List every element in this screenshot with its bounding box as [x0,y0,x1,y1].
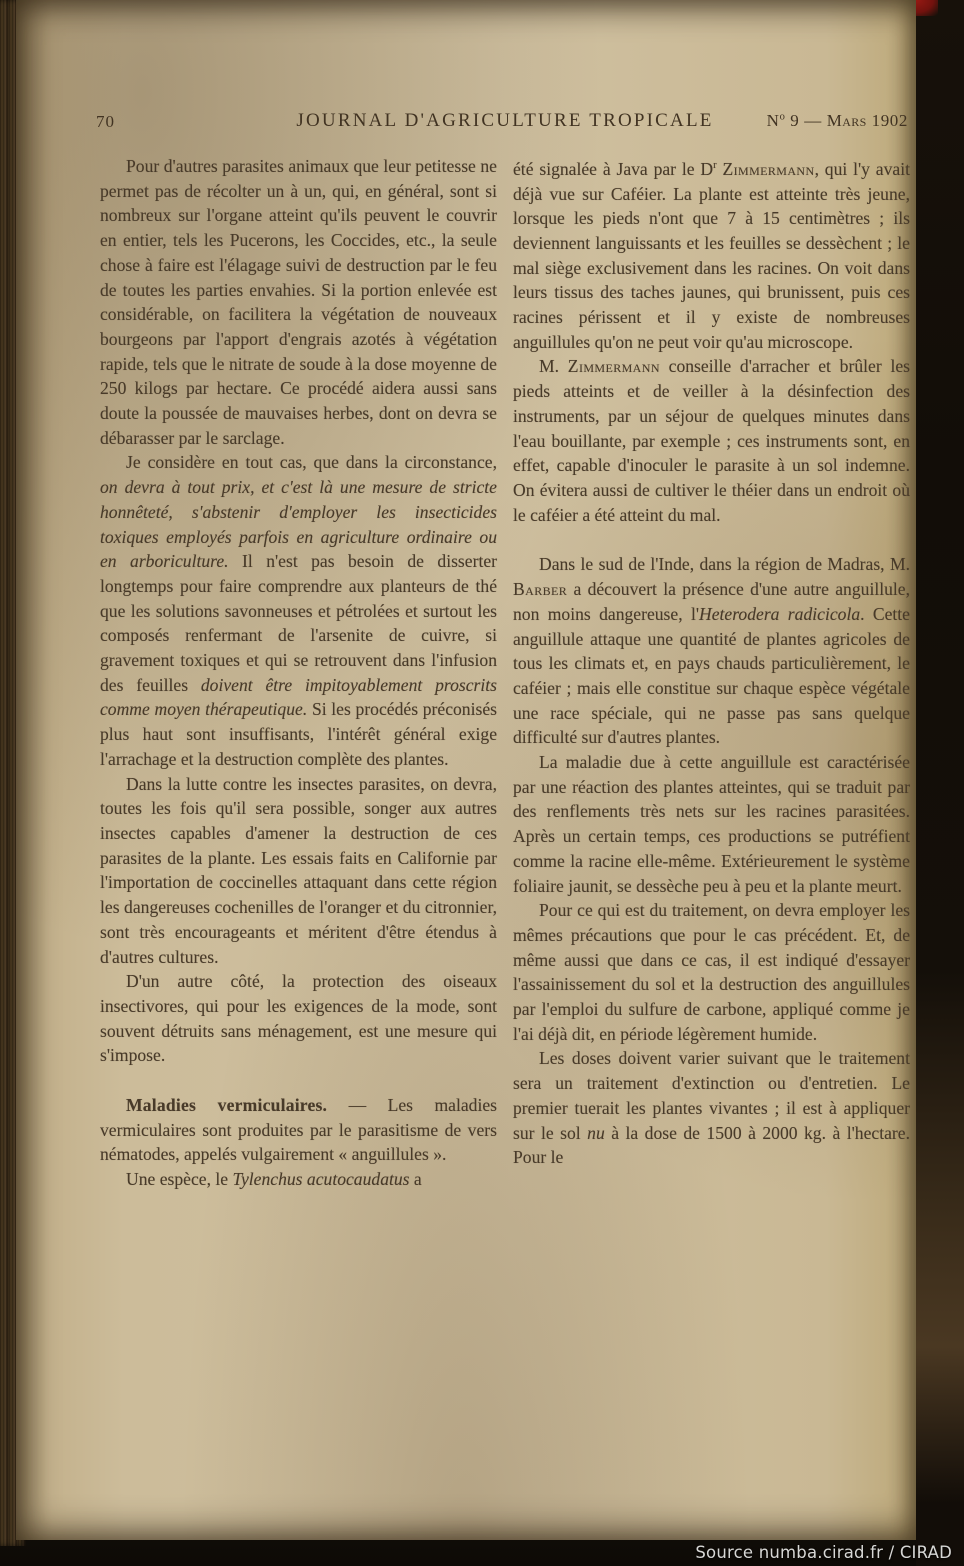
right-paragraph-1: été signalée à Java par le $D^r$ Zimmermann, qui l'y avait déjà vue sur Caféier. La plante est atteinte très jeune, lorsque les pieds n'ont que 7 à 15 centimètres ; ils deviennent languissants et les feuilles se dessèchent ; le mal siège exclusivement dans les racines. On voit dans leurs tissus des taches jaunes, qui brunissent, puis ces racines périssent et il y existe de nombreuses anguillules qu'on ne peut voir qu'au microscope. [513,158,910,352]
watermark: Source numba.cirad.fr / CIRAD [695,1543,952,1562]
left-paragraph-4: D'un autre côté, la protection des oiseaux insectivores, qui pour les exigences de la mode, sont souvent détruits sans ménagement, est une mesure qui s'impose. [100,971,497,1066]
left-paragraph-3: Dans la lutte contre les insectes parasites, on devra, toutes les fois qu'il sera possible, songer aux autres insectes capables d'amener la destruction de ces parasites de la plante. Les essais faits en Californie par l'importation de coccinelles attaquant dans cette région les dangereuses cochenilles de l'oranger et du citronnier, sont très encourageants et méritent d'être étendus à d'autres cultures. [100,773,497,967]
page-number: 70 [96,112,115,131]
right-paragraph-2: M. Zimmermann conseille d'arracher et brûler les pieds atteints et de veiller à la désinfection des instruments, par un séjour de quelques minutes dans l'eau bouillante, par exemple ; ces instruments sont, en effet, capable d'inoculer le parasite à un sol indemne. On évitera aussi de cultiver le théier dans un endroit où le caféier a été atteint du mal. [513,356,910,525]
right-paragraph-3: Dans le sud de l'Inde, dans la région de Madras, M. Barber a découvert la présence d'une autre anguillule, non moins dangereuse, l'Heterodera radicicola. Cette anguillule attaque une quantité de plantes agricoles de tous les climats et, en pays chauds particulièrement, le caféier ; mais elle constitue sur chaque espèce végétale une race spéciale, qui ne passe pas sans quelque difficulté sur d'autres plantes. [513,554,910,748]
left-paragraph-6: Une espèce, le Tylenchus acutocaudatus a [126,1169,422,1190]
left-paragraph-2: Je considère en tout cas, que dans la circonstance, on devra à tout prix, et c'est là une mesure de stricte honnêteté, s'abstenir d'employer les insecticides toxiques employés parfois en agriculture ordinaire ou en arboriculture. Il n'est pas besoin de disserter longtemps pour faire comprendre aux planteurs de thé que les solutions savonneuses et pétrolées et surtout les composés renfermant de l'arsenite de cuivre, si gravement toxiques et qui se retrouvent dans l'infusion des feuilles doivent être impitoyablement proscrits comme moyen thérapeutique. Si les procédés préconisés plus haut sont insuffisants, l'intérêt général exige l'arrachage et la destruction complète des plantes. [100,452,497,769]
journal-title: JOURNAL D'AGRICULTURE TROPICALE [296,110,714,131]
paper-page [16,0,916,1540]
right-paragraph-4: La maladie due à cette anguillule est caractérisée par une réaction des plantes atteintes, qui se traduit par des renflements très nets sur les racines parasitées. Après un certain temps, ces productions se putréfient comme la racine elle-même. Extérieurement le système foliaire jaunit, se dessèche peu à peu et la plante meurt. [513,752,910,896]
book-cover-edge [916,0,964,1566]
right-paragraph-5: Pour ce qui est du traitement, on devra employer les mêmes précautions que pour le cas précédent. Et, de même aussi que dans ce cas, il est indiqué d'essayer l'assainissement du sol et la destruction des anguillules par l'emploi du sulfure de carbone, appliqué comme je l'ai déjà dit, en période légèrement humide. [513,900,910,1044]
left-column [100,154,497,1192]
right-paragraph-6: Les doses doivent varier suivant que le traitement sera un traitement d'extinction ou d'entretien. Le premier tuerait les plantes vivantes ; il est à appliquer sur le sol nu à la dose de 1500 à 2000 kg. à l'hectare. Pour le [513,1048,910,1168]
page-content [96,0,910,1540]
issue-info: $N^o$ 9 — Mars 1902 [766,111,908,130]
right-column [513,154,910,1192]
left-paragraph-5-section-heading: Maladies vermiculaires. — Les maladies vermiculaires sont produites par le parasitisme de vers nématodes, appelés vulgairement « anguillules ». [100,1095,497,1165]
left-paragraph-1: Pour d'autres parasites animaux que leur petitesse ne permet pas de récolter un à un, qui, en général, sont si nombreux sur l'organe atteint qu'ils peuvent le couvrir en entier, tels les Pucerons, les Coccides, etc., la seule chose à faire est l'élagage suivi de destruction par le feu de toutes les parties envahies. Si la portion enlevée est considérable, on facilitera la végétation de nouveaux bourgeons par l'apport d'engrais azotés à végétation rapide, tels que le nitrate de soude à la dose moyenne de 250 kilogs par hectare. Ce procédé aidera aussi sans doute la poussée de mauvaises herbes, dont on devra se débarasser par le sarclage. [100,156,497,448]
text-columns [100,154,910,1192]
page-header [96,110,910,138]
